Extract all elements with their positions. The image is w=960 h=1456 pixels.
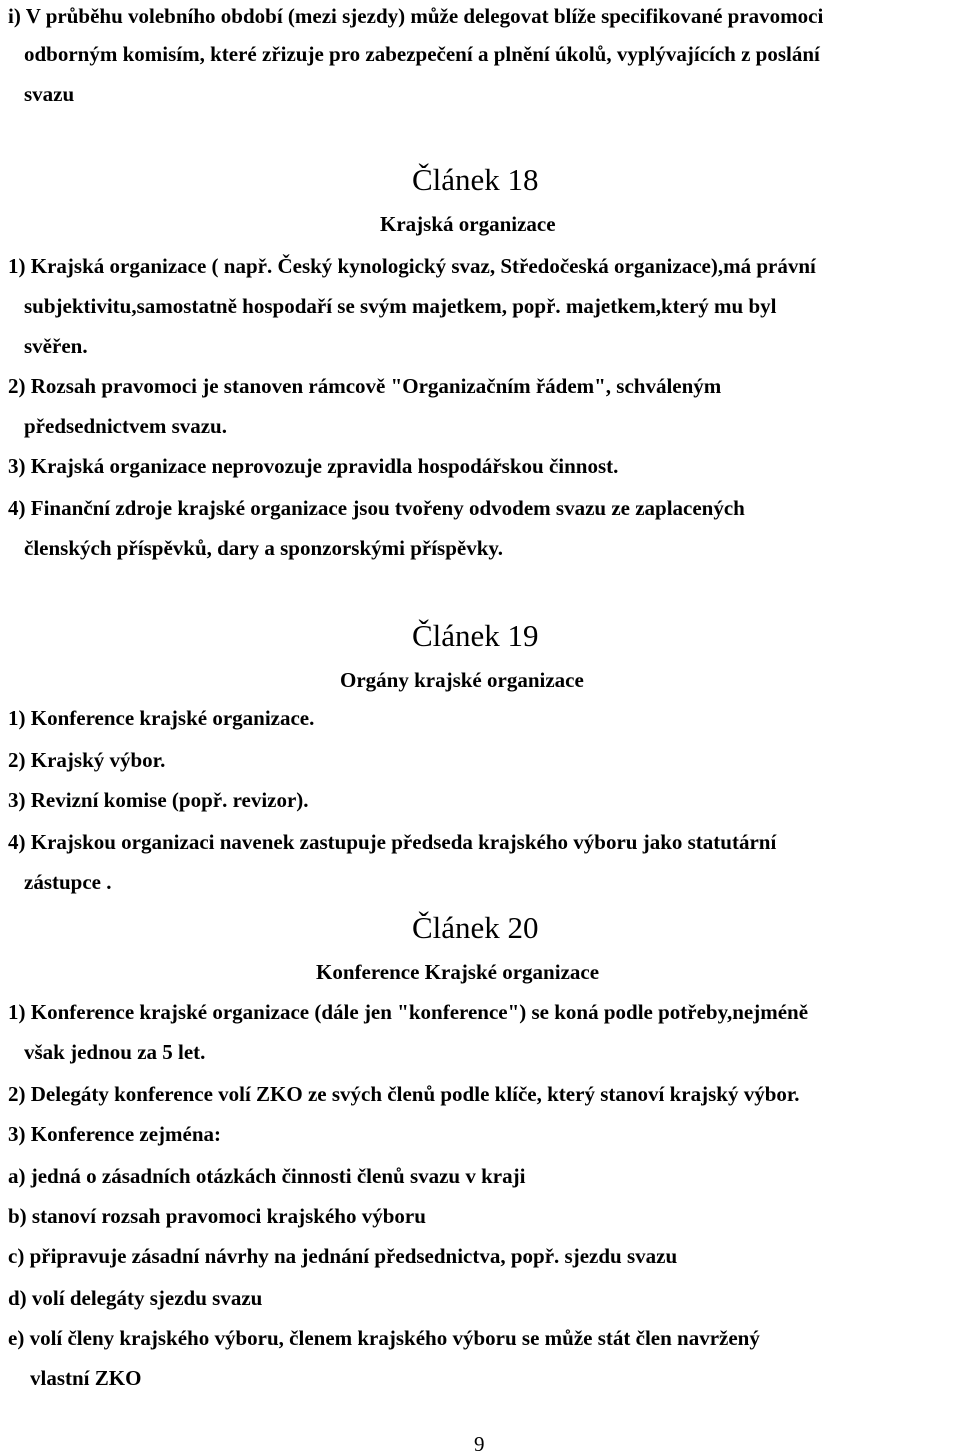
article-20-title: Článek 20	[412, 910, 539, 945]
article-20-subtitle: Konference Krajské organizace	[316, 960, 600, 984]
article-20-item-e-line-1: e) volí členy krajského výboru, členem krajského výboru se může stát člen navržený	[8, 1326, 760, 1350]
intro-line-3: svazu	[24, 82, 75, 106]
article-19-para-4-line-2: zástupce .	[24, 870, 112, 894]
page-number: 9	[474, 1432, 485, 1456]
article-18-para-2-line-2: předsednictvem svazu.	[24, 414, 227, 438]
article-18-para-4-line-1: 4) Finanční zdroje krajské organizace jsou tvořeny odvodem svazu ze zaplacených	[8, 496, 745, 520]
article-19-title: Článek 19	[412, 618, 539, 653]
article-19-para-2: 2) Krajský výbor.	[8, 748, 166, 772]
article-19-para-4-line-1: 4) Krajskou organizaci navenek zastupuje předseda krajského výboru jako statutární	[8, 830, 777, 854]
article-20-item-b: b) stanoví rozsah pravomoci krajského výboru	[8, 1204, 426, 1228]
intro-line-1: i) V průběhu volebního období (mezi sjezdy) může delegovat blíže specifikované pravomoci	[8, 4, 824, 28]
article-18-para-3: 3) Krajská organizace neprovozuje zpravidla hospodářskou činnost.	[8, 454, 619, 478]
article-18-para-4-line-2: členských příspěvků, dary a sponzorskými příspěvky.	[24, 536, 504, 560]
article-20-para-2: 2) Delegáty konference volí ZKO ze svých členů podle klíče, který stanoví krajský výbor.	[8, 1082, 800, 1106]
article-19-subtitle: Orgány krajské organizace	[340, 668, 584, 692]
article-20-para-1-line-1: 1) Konference krajské organizace (dále jen "konference") se koná podle potřeby,nejméně	[8, 1000, 809, 1024]
article-20-item-a: a) jedná o zásadních otázkách činnosti členů svazu v kraji	[8, 1164, 526, 1188]
article-18-subtitle: Krajská organizace	[380, 212, 556, 236]
article-18-title: Článek 18	[412, 162, 539, 197]
article-20-item-c: c) připravuje zásadní návrhy na jednání předsednictva, popř. sjezdu svazu	[8, 1244, 678, 1268]
article-19-para-3: 3) Revizní komise (popř. revizor).	[8, 788, 309, 812]
article-20-para-1-line-2: však jednou za 5 let.	[24, 1040, 206, 1064]
article-18-para-1-line-3: svěřen.	[24, 334, 88, 358]
article-20-item-e-line-2: vlastní ZKO	[30, 1366, 142, 1390]
article-18-para-1-line-1: 1) Krajská organizace ( např. Český kynologický svaz, Středočeská organizace),má právní	[8, 254, 816, 278]
article-20-item-d: d) volí delegáty sjezdu svazu	[8, 1286, 263, 1310]
intro-line-2: odborným komisím, které zřizuje pro zabezpečení a plnění úkolů, vyplývajících z poslání	[24, 42, 820, 66]
article-19-para-1: 1) Konference krajské organizace.	[8, 706, 315, 730]
article-18-para-2-line-1: 2) Rozsah pravomoci je stanoven rámcově "Organizačním řádem", schváleným	[8, 374, 722, 398]
article-20-para-3: 3) Konference zejména:	[8, 1122, 222, 1146]
article-18-para-1-line-2: subjektivitu,samostatně hospodaří se svým majetkem, popř. majetkem,který mu byl	[24, 294, 777, 318]
